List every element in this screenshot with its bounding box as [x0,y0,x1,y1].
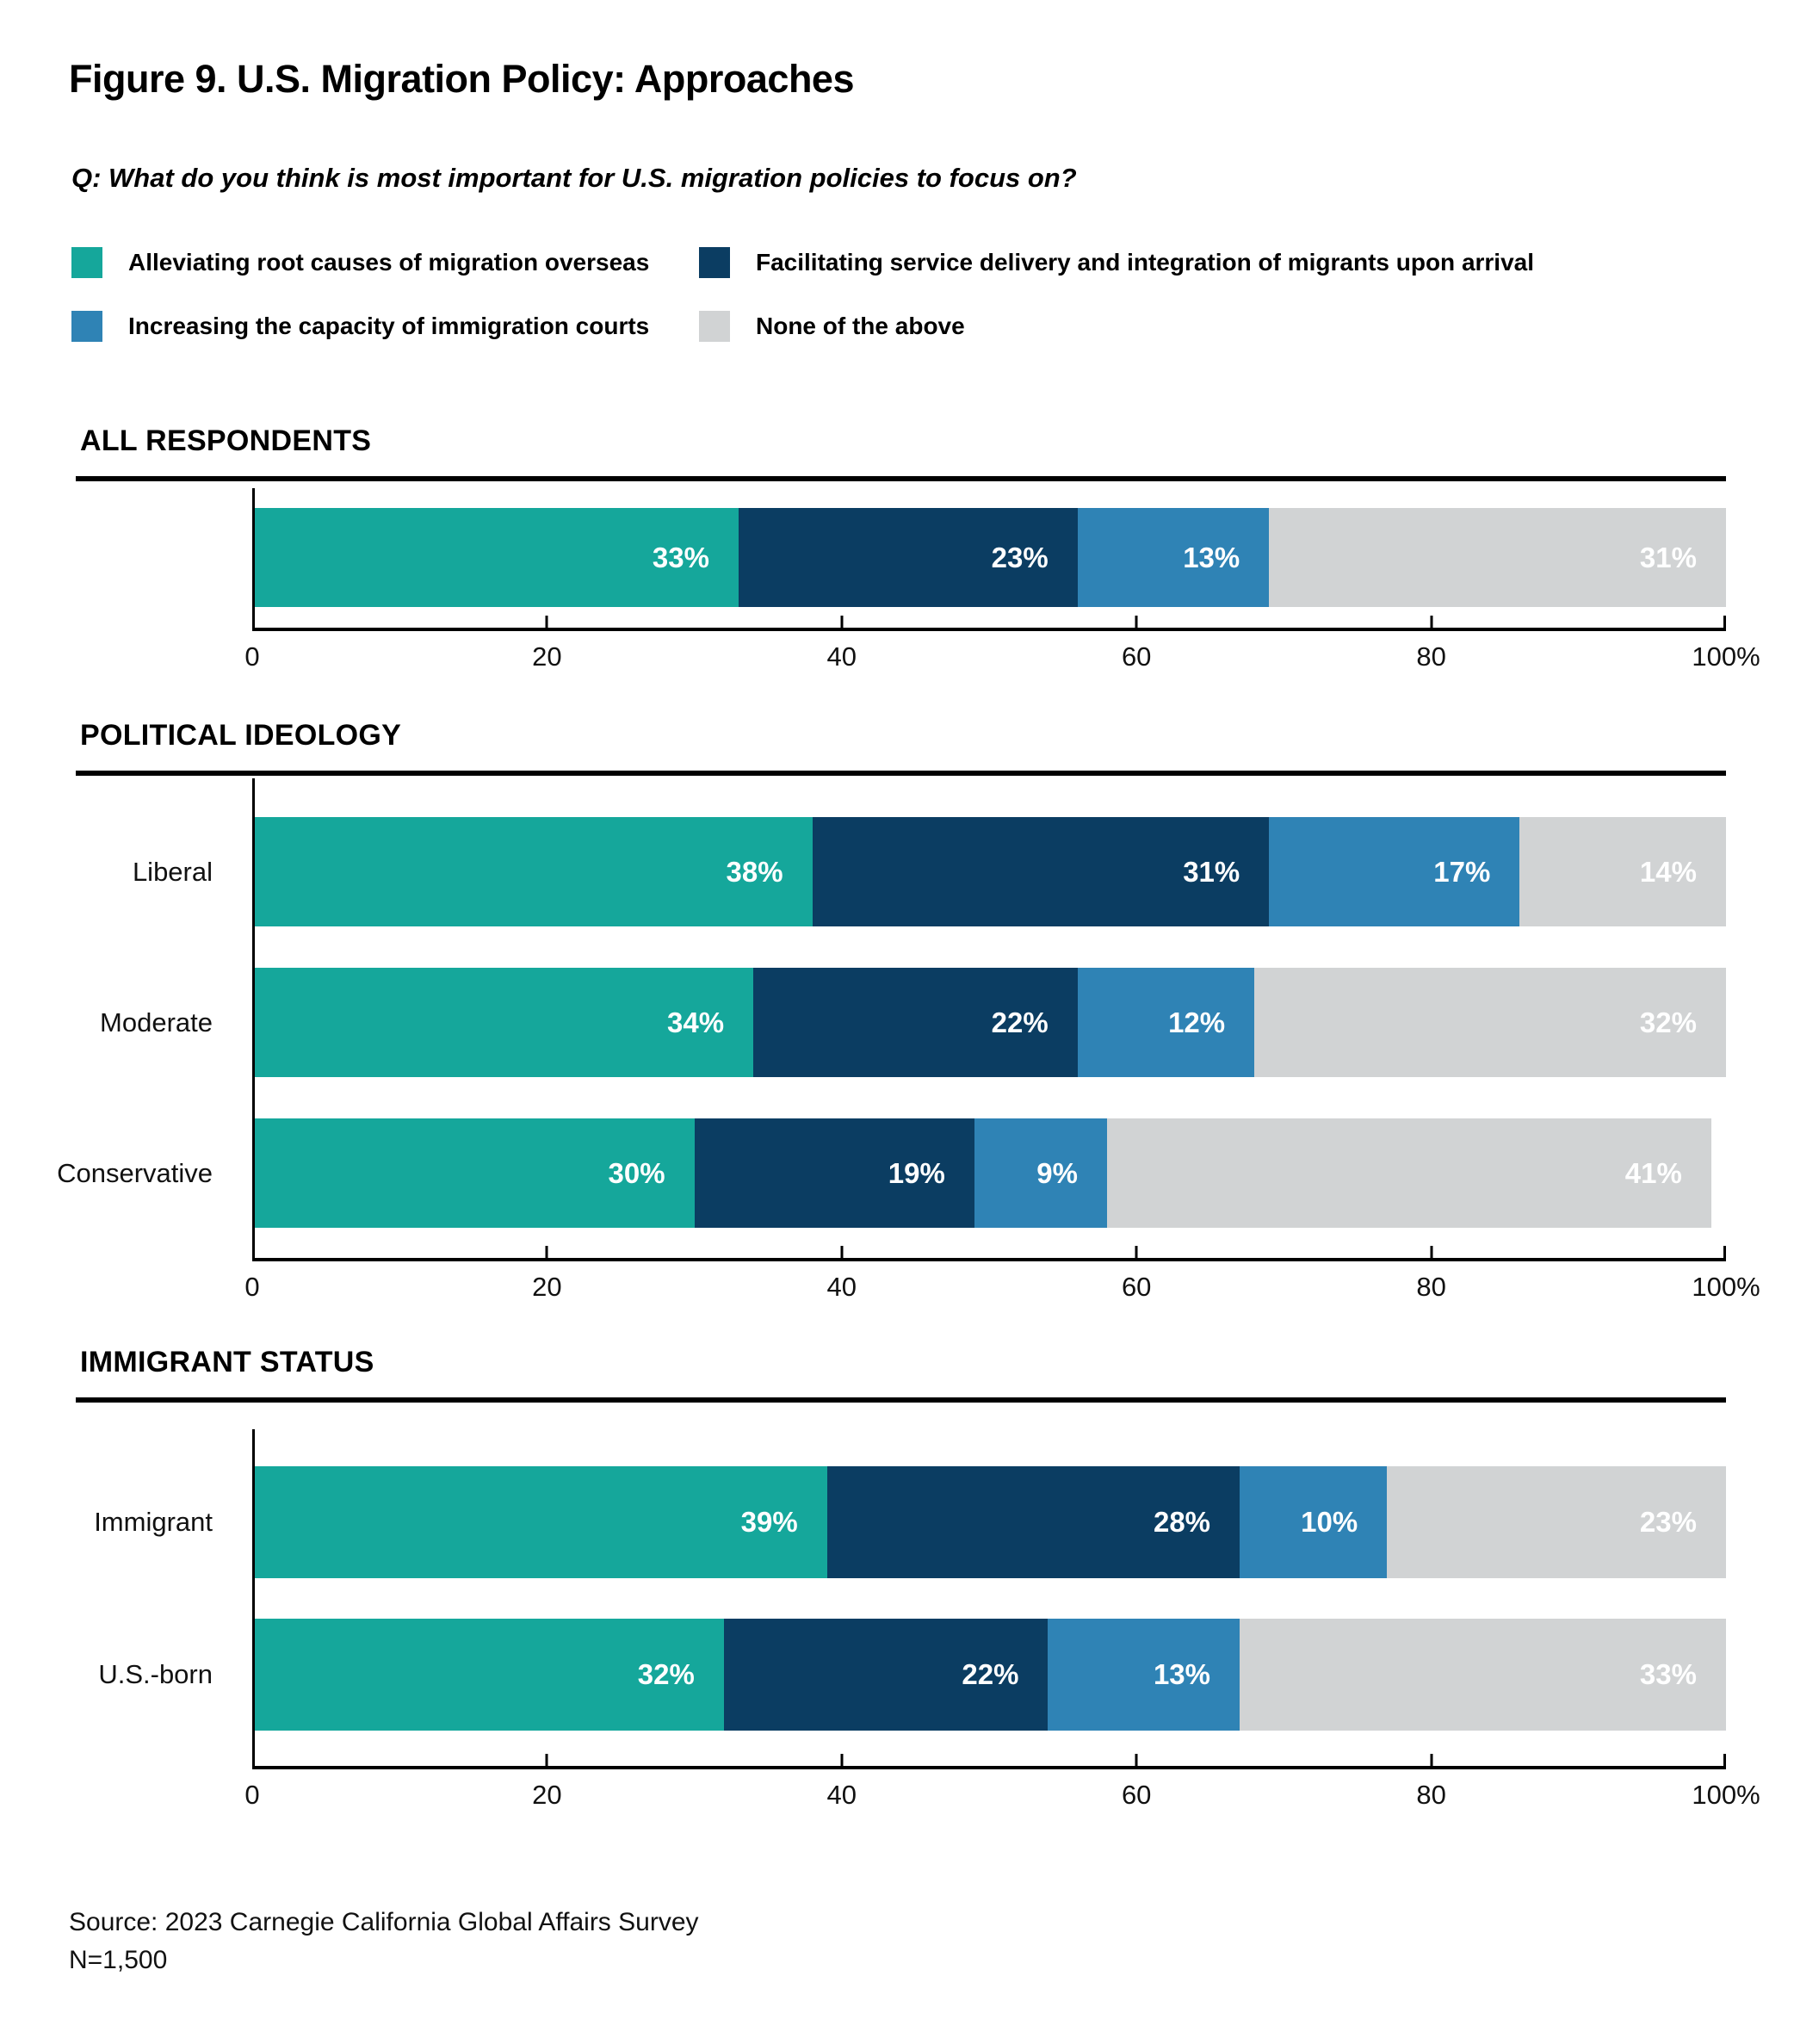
category-label: Conservative [57,1157,213,1188]
bar-segment [1269,508,1726,607]
bar-segment [1519,817,1726,926]
x-axis-tick [1723,1246,1726,1258]
bar-segment [739,508,1078,607]
x-axis-tick [840,1246,843,1258]
x-axis-tick [1430,1246,1432,1258]
section-title: POLITICAL IDEOLOGY [80,719,402,752]
legend-label: Facilitating service delivery and integration of migrants upon arrival [756,249,1535,276]
section-divider [76,476,1726,481]
bar-segment [252,1619,724,1731]
bar-value-label: 32% [1639,1006,1697,1038]
x-axis-labels [244,641,1760,676]
x-axis-tick-label: 20 [532,1272,562,1302]
stacked-bar-chart [69,1429,1726,1769]
x-axis-line [252,1766,1726,1769]
section-divider [76,771,1726,776]
bar-segment [1048,1619,1240,1731]
x-axis-tick [546,616,548,628]
bar-value-label: 12% [1168,1006,1226,1038]
bar-value-label: 39% [740,1506,798,1538]
category-label: Liberal [132,856,213,887]
legend-item [699,244,1726,282]
bar-value-label: 10% [1301,1506,1358,1538]
x-axis-tick-label: 100% [1692,1272,1760,1302]
chart-row [69,508,1726,607]
bar-value-label: 31% [1639,541,1697,573]
bar-segment [252,1118,695,1228]
bar-segment [827,1466,1240,1578]
x-axis-tick [1135,1754,1138,1766]
bar-segment [1107,1118,1711,1228]
legend-item [71,307,699,345]
legend-item [71,244,699,282]
bar-value-label: 31% [1183,855,1240,888]
category-label: Moderate [100,1007,213,1037]
bar-segment [252,508,739,607]
legend-swatch-icon [699,247,730,278]
x-axis-tick-label: 100% [1692,641,1760,672]
stacked-bar [252,508,1726,607]
stacked-bar [252,1118,1726,1228]
chart-row [69,1466,1726,1578]
bar-value-label: 28% [1153,1506,1211,1538]
bar-value-label: 22% [962,1658,1019,1690]
bar-value-label: 23% [991,541,1049,573]
stacked-bar [252,1619,1726,1731]
bar-segment [252,1466,827,1578]
section-title: IMMIGRANT STATUS [80,1346,374,1378]
x-axis-tick-label: 20 [532,641,562,672]
chart-row [69,817,1726,926]
bar-segment [974,1118,1107,1228]
x-axis-tick [840,1754,843,1766]
x-axis-tick-label: 0 [244,1780,260,1810]
stacked-bar [252,968,1726,1077]
bar-segment [1269,817,1519,926]
y-axis-line [252,1429,255,1769]
category-label [69,508,252,607]
legend-swatch-icon [71,311,102,342]
sample-size-note: N=1,500 [69,1946,168,1974]
x-axis-tick-label: 100% [1692,1780,1760,1810]
bar-value-label: 33% [652,541,709,573]
section-title: ALL RESPONDENTS [80,424,372,457]
source-note: Source: 2023 Carnegie California Global Affairs Survey [69,1908,699,1936]
bar-segment [252,817,813,926]
bar-value-label: 9% [1036,1156,1078,1189]
x-axis-tick [1430,1754,1432,1766]
x-axis-labels [244,1780,1760,1814]
bar-value-label: 22% [991,1006,1049,1038]
bar-segment [753,968,1078,1077]
x-axis-tick [546,1246,548,1258]
legend-label: Increasing the capacity of immigration courts [128,313,650,339]
chart-row [57,1118,1726,1228]
legend-label: None of the above [756,313,965,339]
x-axis-tick-label: 40 [826,1780,857,1810]
y-axis-line [252,778,255,1261]
x-axis-tick-label: 20 [532,1780,562,1810]
category-label: Immigrant [94,1507,213,1537]
x-axis-tick-label: 80 [1416,1780,1446,1810]
stacked-bar [252,817,1726,926]
bar-segment [724,1619,1049,1731]
chart-section [57,718,1760,1306]
bar-segment [695,1118,974,1228]
x-axis-tick-label: 80 [1416,1272,1446,1302]
chart-section [69,424,1760,676]
bar-segment [813,817,1270,926]
bar-segment [1254,968,1726,1077]
x-axis-tick-label: 80 [1416,641,1446,672]
x-axis-tick-label: 40 [826,641,857,672]
x-axis-line [252,1258,1726,1261]
bar-segment [1078,508,1270,607]
bar-segment [1387,1466,1726,1578]
category-label: U.S.-born [98,1659,213,1689]
bar-segment [252,968,753,1077]
x-axis-tick-label: 60 [1121,641,1152,672]
stacked-bar [252,1466,1726,1578]
figure-title: Figure 9. U.S. Migration Policy: Approaches [69,57,854,101]
bar-value-label: 33% [1639,1658,1697,1690]
x-axis-tick-label: 0 [244,1272,260,1302]
x-axis-tick [546,1754,548,1766]
stacked-bar-chart [57,778,1726,1261]
legend-swatch-icon [699,311,730,342]
x-axis-tick [1135,1246,1138,1258]
x-axis-tick [1723,1754,1726,1766]
bar-value-label: 30% [608,1156,665,1189]
bar-value-label: 32% [637,1658,695,1690]
section-divider [76,1397,1726,1403]
x-axis-tick [840,616,843,628]
bar-value-label: 38% [726,855,783,888]
x-axis-tick [1723,616,1726,628]
bar-value-label: 23% [1639,1506,1697,1538]
legend-label: Alleviating root causes of migration overseas [128,249,650,276]
x-axis-tick-label: 0 [244,641,260,672]
x-axis-tick-label: 60 [1121,1780,1152,1810]
bar-segment [1240,1466,1387,1578]
x-axis-tick-label: 40 [826,1272,857,1302]
x-axis-tick [1135,616,1138,628]
chart-legend [71,244,1726,345]
legend-swatch-icon [71,247,102,278]
bar-value-label: 14% [1639,855,1697,888]
bar-value-label: 17% [1433,855,1491,888]
bar-value-label: 19% [888,1156,945,1189]
chart-row [69,968,1726,1077]
x-axis-tick [1430,616,1432,628]
x-axis-labels [244,1272,1760,1306]
x-axis-line [252,628,1726,631]
chart-section [69,1345,1760,1814]
bar-value-label: 13% [1153,1658,1210,1690]
bar-value-label: 13% [1183,541,1240,573]
bar-segment [1240,1619,1726,1731]
chart-sections [57,424,1760,1814]
survey-question: Q: What do you think is most important for U.S. migration policies to focus on? [71,163,1077,193]
stacked-bar-chart [69,488,1726,631]
bar-segment [1078,968,1254,1077]
chart-row [69,1619,1726,1731]
y-axis-line [252,488,255,631]
bar-value-label: 41% [1624,1156,1682,1189]
bar-value-label: 34% [667,1006,725,1038]
x-axis-tick-label: 60 [1121,1272,1152,1302]
legend-item [699,307,1726,345]
